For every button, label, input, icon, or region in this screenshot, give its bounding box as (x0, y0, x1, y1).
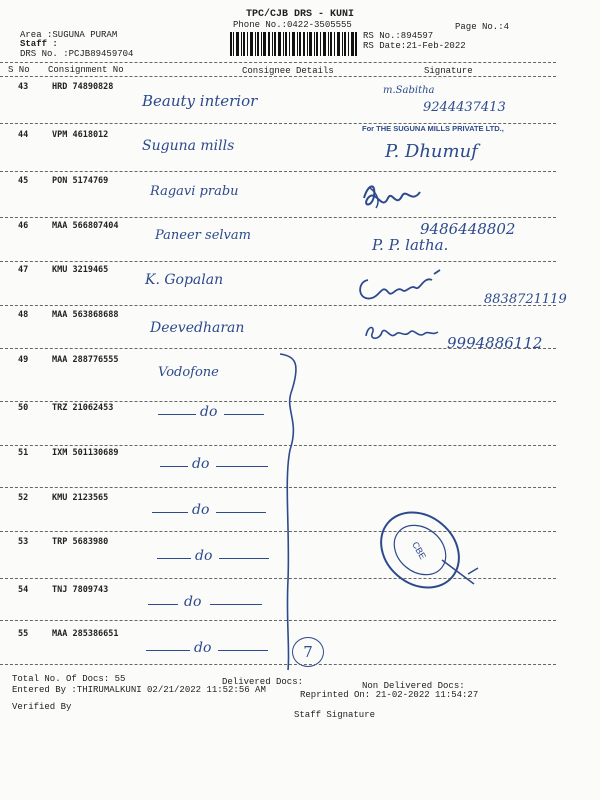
row-consignment: MAA 563868688 (52, 310, 119, 320)
row-phone: 9486448802 (420, 220, 516, 238)
document-title: TPC/CJB DRS - KUNI (246, 9, 355, 20)
row-consignment: PON 5174769 (52, 176, 109, 186)
row-sno: 49 (18, 355, 29, 365)
col-header-signature: Signature (424, 66, 473, 76)
total-docs: Total No. Of Docs: 55 (12, 674, 126, 684)
svg-text:CBE: CBE (410, 539, 429, 562)
row-sno: 43 (18, 82, 29, 92)
row-consignee: Beauty interior (142, 92, 258, 110)
row-consignment: MAA 285386651 (52, 629, 119, 639)
row-divider (0, 217, 556, 218)
row-sno: 50 (18, 403, 29, 413)
divider (0, 62, 556, 63)
row-consignee: Ragavi prabu (150, 184, 239, 199)
drs-number: DRS No. :PCJB89459704 (20, 49, 134, 59)
page-number: Page No.:4 (455, 22, 510, 32)
signature-scribble (358, 178, 424, 216)
row-divider (0, 305, 556, 306)
row-divider (0, 171, 556, 172)
phone-number: Phone No.:0422-3505555 (233, 20, 352, 30)
staff-label: Staff : (20, 39, 58, 49)
row-sign-note: P. P. latha. (372, 236, 449, 254)
non-delivered-docs: Non Delivered Docs: (362, 681, 465, 691)
rs-number: RS No.:894597 (363, 31, 434, 41)
row-sno: 55 (18, 629, 29, 639)
row-consignment: HRD 74890828 (52, 82, 114, 92)
barcode-image (230, 32, 358, 56)
area-label: Area :SUGUNA PURAM (20, 30, 118, 40)
bracket-line (276, 350, 316, 680)
row-sno: 45 (18, 176, 29, 186)
row-sign-note: m.Sabitha (383, 85, 435, 96)
col-header-consignment: Consignment No (48, 65, 124, 75)
row-divider (0, 261, 556, 262)
row-consignment: TNJ 7809743 (52, 585, 109, 595)
row-consignment: VPM 4618012 (52, 130, 109, 140)
col-header-consignee: Consignee Details (242, 66, 334, 76)
count-circle: 7 (292, 637, 324, 667)
verified-by: Verified By (12, 702, 72, 712)
row-consignment: KMU 2123565 (52, 493, 109, 503)
divider (0, 76, 556, 77)
round-seal-stamp (372, 510, 492, 595)
entered-by: Entered By :THIRUMALKUNI 02/21/2022 11:52:56 AM (12, 685, 266, 695)
row-divider (0, 348, 556, 349)
col-header-sno: S No (8, 65, 30, 75)
reprinted-on: Reprinted On: 21-02-2022 11:54:27 (300, 690, 479, 700)
row-sno: 54 (18, 585, 29, 595)
row-consignee: Paneer selvam (155, 228, 251, 243)
row-consignment: MAA 288776555 (52, 355, 119, 365)
company-stamp: For THE SUGUNA MILLS PRIVATE LTD., (362, 124, 504, 133)
row-consignment: KMU 3219465 (52, 265, 109, 275)
row-consignee: Suguna mills (142, 138, 235, 154)
signature-scribble (362, 322, 444, 344)
signature-scribble (354, 268, 464, 308)
row-sign-note: P. Dhumuf (385, 141, 478, 162)
row-consignee: Deevedharan (150, 320, 245, 336)
rs-date: RS Date:21-Feb-2022 (363, 41, 466, 51)
row-consignee: K. Gopalan (145, 272, 224, 288)
row-consignment: TRP 5683980 (52, 537, 109, 547)
row-sno: 44 (18, 130, 29, 140)
row-consignment: IXM 501130689 (52, 448, 119, 458)
delivered-docs: Delivered Docs: (222, 677, 304, 687)
staff-signature: Staff Signature (294, 710, 376, 720)
row-sno: 48 (18, 310, 29, 320)
row-sno: 46 (18, 221, 29, 231)
row-phone: 8838721119 (484, 292, 567, 307)
row-sno: 51 (18, 448, 29, 458)
row-sno: 47 (18, 265, 29, 275)
row-consignment: TRZ 21062453 (52, 403, 114, 413)
row-sno: 52 (18, 493, 29, 503)
row-consignee: Vodofone (158, 365, 219, 380)
divider (0, 664, 556, 665)
row-phone: 9994886112 (447, 334, 543, 352)
row-consignment: MAA 566807404 (52, 221, 119, 231)
row-sno: 53 (18, 537, 29, 547)
row-phone: 9244437413 (423, 100, 506, 115)
